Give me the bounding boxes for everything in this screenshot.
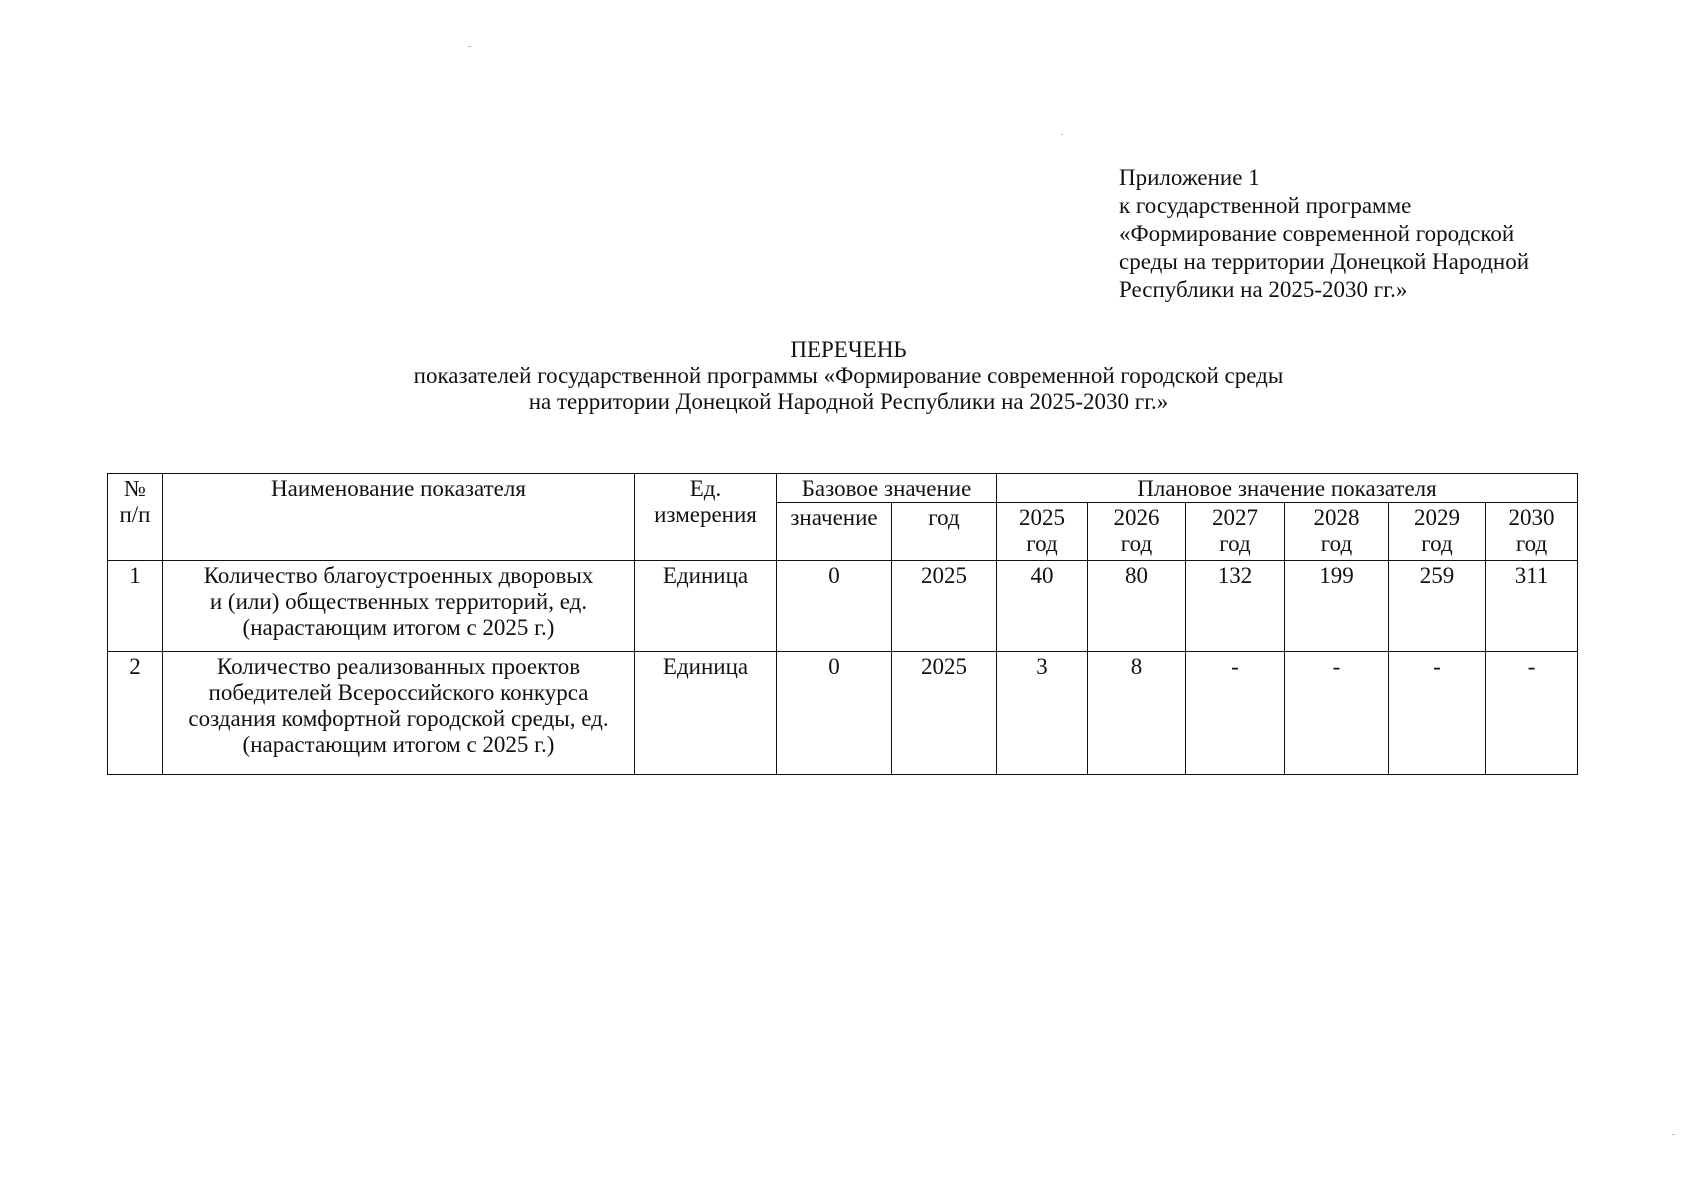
row-value-2025: 40 (997, 561, 1088, 652)
header-year-number: 2029 (1414, 505, 1460, 530)
row-indicator-name (163, 561, 635, 652)
header-year-number: 2025 (1019, 505, 1065, 530)
scan-mark (1672, 1134, 1675, 1135)
row-value-2029: 259 (1389, 561, 1486, 652)
row-base-year: 2025 (892, 652, 997, 775)
row-value-2026: 8 (1088, 652, 1186, 775)
table-row (108, 561, 1578, 652)
header-year-2026 (1088, 503, 1186, 561)
row-number: 1 (108, 561, 163, 652)
row-value-2026: 80 (1088, 561, 1186, 652)
row-value-2027: - (1186, 652, 1285, 775)
header-base-value-year: год (892, 503, 997, 561)
indicators-table (107, 473, 1578, 775)
document-title (0, 337, 1697, 415)
scan-mark (1061, 134, 1063, 135)
header-year-2029 (1389, 503, 1486, 561)
title-subheading-line: на территории Донецкой Народной Республики на 2025-2030 гг.» (528, 389, 1169, 414)
row-indicator-name-line: (нарастающим итогом с 2025 г.) (242, 732, 555, 757)
row-base-value: 0 (777, 561, 892, 652)
row-indicator-name-line: создания комфортной городской среды, ед. (188, 706, 609, 731)
appendix-line: среды на территории Донецкой Народной (1119, 249, 1530, 274)
header-year-2028 (1285, 503, 1389, 561)
header-year-word: год (1515, 531, 1548, 556)
appendix-note (1119, 164, 1529, 304)
header-indicator-name: Наименование показателя (163, 474, 635, 561)
appendix-line: Приложение 1 (1119, 165, 1260, 190)
row-value-2030: - (1486, 652, 1578, 775)
row-value-2028: - (1285, 652, 1389, 775)
title-subheading-line: показателей государственной программы «Формирование современной городской среды (413, 363, 1284, 388)
header-planned-value: Плановое значение показателя (997, 474, 1578, 503)
header-base-value-value: значение (777, 503, 892, 561)
row-value-2029: - (1389, 652, 1486, 775)
row-indicator-name-line: (нарастающим итогом с 2025 г.) (242, 615, 555, 640)
appendix-line: Республики на 2025-2030 гг.» (1119, 277, 1408, 302)
header-number (108, 474, 163, 561)
header-year-number: 2027 (1212, 505, 1258, 530)
header-number-label: п/п (119, 502, 151, 527)
table-row (108, 652, 1578, 775)
header-year-word: год (1421, 531, 1453, 556)
row-indicator-name-line: Количество благоустроенных дворовых (203, 563, 594, 588)
header-year-word: год (1320, 531, 1353, 556)
header-unit-line: Ед. (689, 476, 722, 501)
row-value-2027: 132 (1186, 561, 1285, 652)
header-year-2030 (1486, 503, 1578, 561)
row-unit: Единица (635, 652, 777, 775)
appendix-line: к государственной программе (1119, 193, 1412, 218)
header-unit-line: измерения (654, 502, 757, 527)
header-year-number: 2028 (1313, 505, 1360, 530)
row-value-2030: 311 (1486, 561, 1578, 652)
header-year-number: 2026 (1113, 505, 1160, 530)
row-indicator-name (163, 652, 635, 775)
header-unit (635, 474, 777, 561)
row-indicator-name-line: победителей Всероссийского конкурса (208, 680, 589, 705)
scan-mark (468, 46, 471, 47)
title-heading: ПЕРЕЧЕНЬ (790, 337, 907, 362)
row-base-year: 2025 (892, 561, 997, 652)
header-base-value: Базовое значение (777, 474, 997, 503)
row-base-value: 0 (777, 652, 892, 775)
row-value-2025: 3 (997, 652, 1088, 775)
row-unit: Единица (635, 561, 777, 652)
row-value-2028: 199 (1285, 561, 1389, 652)
row-indicator-name-line: Количество реализованных проектов (216, 654, 581, 679)
header-year-word: год (1120, 531, 1153, 556)
header-number-symbol: № (124, 476, 146, 501)
header-year-number: 2030 (1508, 505, 1555, 530)
header-year-word: год (1026, 531, 1058, 556)
row-number: 2 (108, 652, 163, 775)
header-year-2027 (1186, 503, 1285, 561)
table-header-row (108, 474, 1578, 503)
header-year-word: год (1219, 531, 1251, 556)
row-indicator-name-line: и (или) общественных территорий, ед. (209, 589, 588, 614)
appendix-line: «Формирование современной городской (1119, 221, 1515, 246)
header-year-2025 (997, 503, 1088, 561)
